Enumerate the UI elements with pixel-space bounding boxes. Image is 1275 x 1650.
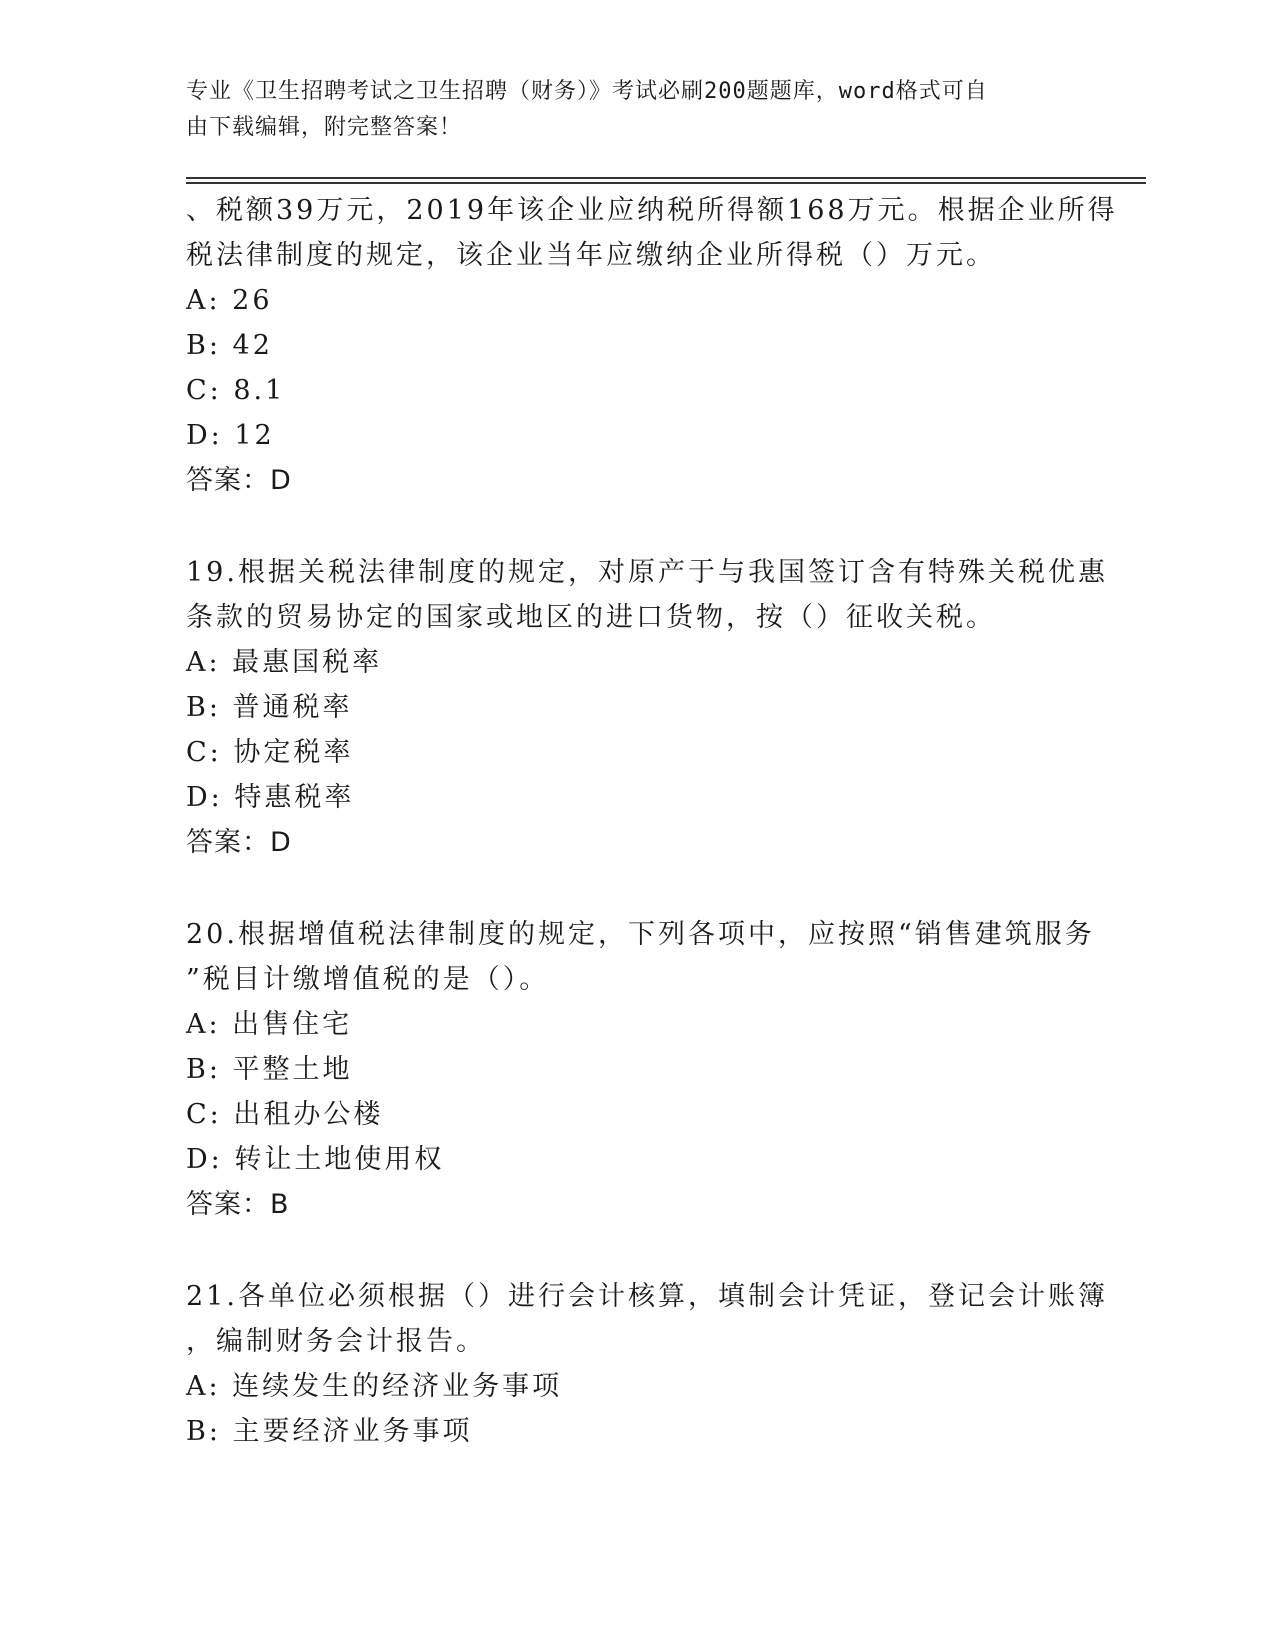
- question-stem-line: 19.根据关税法律制度的规定，对原产于与我国签订含有特殊关税优惠: [186, 557, 1108, 588]
- question-stem-line: 20.根据增值税法律制度的规定，下列各项中，应按照“销售建筑服务: [186, 919, 1095, 950]
- option-a: A: 出售住宅: [186, 1009, 353, 1040]
- question-stem-line: ”税目计缴增值税的是（）。: [186, 964, 550, 995]
- option-a: A: 连续发生的经济业务事项: [186, 1371, 563, 1402]
- answer-line: 答案：B: [186, 1189, 290, 1220]
- spacer: [186, 865, 1086, 912]
- option-c: C: 出租办公楼: [186, 1099, 384, 1130]
- answer-line: 答案：D: [186, 465, 292, 496]
- option-c: C: 协定税率: [186, 737, 354, 768]
- question-stem-line: ，编制财务会计报告。: [186, 1326, 486, 1357]
- option-b: B: 平整土地: [186, 1054, 353, 1085]
- option-d: D: 转让土地使用权: [186, 1144, 445, 1175]
- answer-line: 答案：D: [186, 827, 292, 858]
- question-block-20: [186, 912, 1095, 1227]
- spacer: [186, 1227, 1086, 1274]
- spacer: [186, 503, 1086, 550]
- header-line-2: 由下载编辑，附完整答案！: [186, 115, 463, 140]
- option-d: D: 特惠税率: [186, 782, 355, 813]
- question-block-21: [186, 1274, 1108, 1454]
- header-rule-top: [186, 177, 1146, 179]
- option-c: C: 8.1: [186, 375, 286, 406]
- question-list: [186, 188, 1118, 1454]
- question-stem-line: 税法律制度的规定，该企业当年应缴纳企业所得税（）万元。: [186, 240, 996, 271]
- header-line-1: 专业《卫生招聘考试之卫生招聘（财务）》考试必刷200题题库，word格式可自: [186, 79, 988, 104]
- option-a: A: 26: [186, 285, 273, 316]
- question-block-19: [186, 550, 1108, 865]
- option-d: D: 12: [186, 420, 275, 451]
- option-b: B: 42: [186, 330, 273, 361]
- option-b: B: 普通税率: [186, 692, 353, 723]
- question-block-continued: [186, 188, 1118, 503]
- option-a: A: 最惠国税率: [186, 647, 383, 678]
- question-stem-line: 、税额39万元，2019年该企业应纳税所得额168万元。根据企业所得: [186, 195, 1118, 226]
- document-header: [186, 74, 1066, 146]
- question-stem-line: 21.各单位必须根据（）进行会计核算，填制会计凭证，登记会计账簿: [186, 1281, 1108, 1312]
- option-b: B: 主要经济业务事项: [186, 1416, 473, 1447]
- question-stem-line: 条款的贸易协定的国家或地区的进口货物，按（）征收关税。: [186, 602, 996, 633]
- header-rule-bottom: [186, 182, 1146, 184]
